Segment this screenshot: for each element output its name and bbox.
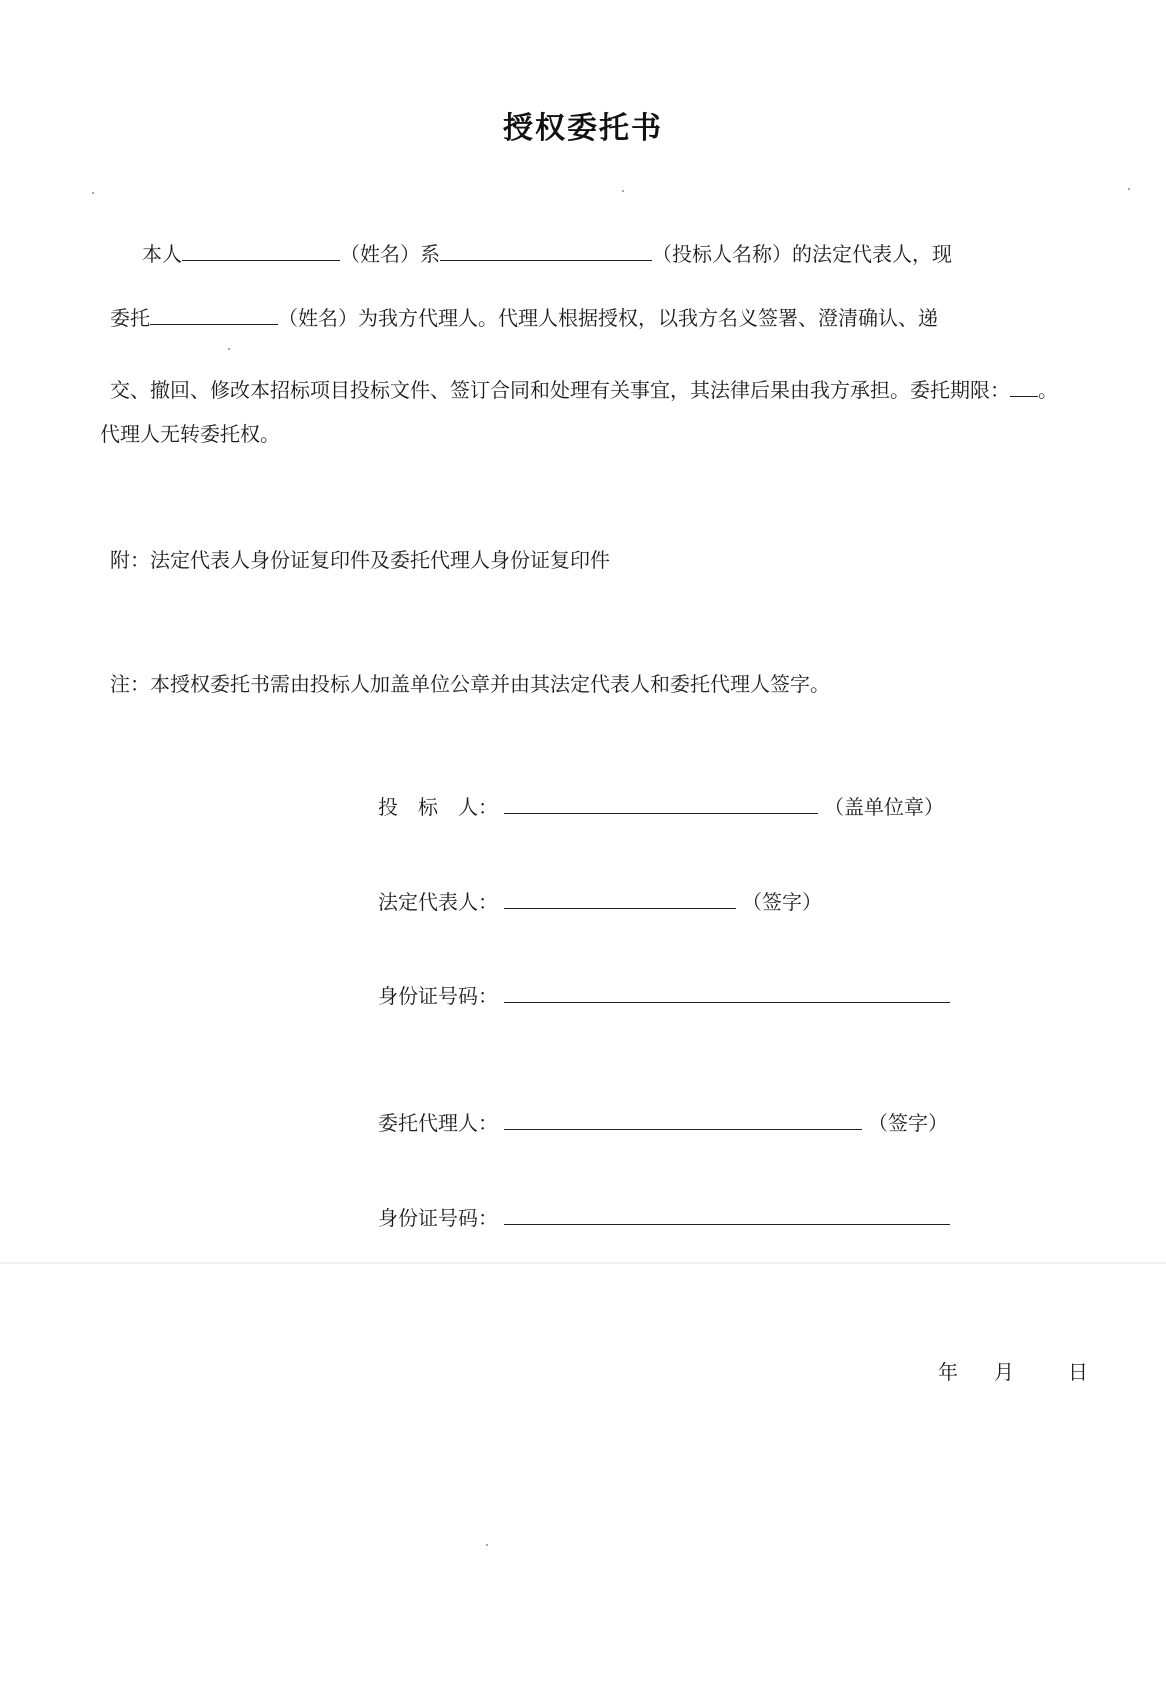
agent-signature-line[interactable] (504, 1109, 862, 1130)
id-label-1: 身份证号码： (378, 984, 498, 1008)
id-row-2 (378, 1204, 956, 1232)
attachment-line: 附：法定代表人身份证复印件及委托代理人身份证复印件 (110, 548, 610, 572)
bidder-name-blank[interactable] (440, 240, 652, 261)
text-agent-authority: （姓名）为我方代理人。代理人根据授权，以我方名义签署、澄清确认、递 (278, 306, 938, 330)
text-name-system: （姓名）系 (340, 242, 440, 266)
document-title: 授权委托书 (503, 111, 663, 146)
term-blank[interactable] (1010, 376, 1038, 397)
agent-row (378, 1109, 948, 1137)
bidder-row (378, 793, 944, 821)
bidder-seal-note: （盖单位章） (824, 795, 944, 819)
agent-sign-note: （签字） (868, 1111, 948, 1135)
legal-rep-row (378, 888, 822, 916)
text-benren: 本人 (142, 242, 182, 266)
legal-rep-sign-note: （签字） (742, 890, 822, 914)
text-scope: 交、撤回、修改本招标项目投标文件、签订合同和处理有关事宜，其法律后果由我方承担。委托期限： (110, 378, 1010, 402)
date-month: 月 (994, 1360, 1014, 1384)
legal-rep-label: 法定代表人： (378, 890, 498, 914)
text-period-end: 。 (1038, 378, 1058, 402)
text-legal-rep: （投标人名称）的法定代表人，现 (652, 242, 952, 266)
para-line-2 (110, 304, 938, 332)
scan-speck (228, 348, 230, 350)
text-no-subdelegation: 代理人无转委托权。 (100, 422, 280, 446)
scan-speck (1128, 188, 1130, 190)
para-line-1 (142, 240, 952, 268)
scan-artifact-line (0, 1262, 1166, 1264)
para-line-4 (100, 420, 280, 448)
text-weituo: 委托 (110, 306, 150, 330)
id-label-2: 身份证号码： (378, 1206, 498, 1230)
name-blank[interactable] (182, 240, 340, 261)
legal-rep-signature-line[interactable] (504, 888, 736, 909)
id-number-line-2[interactable] (504, 1204, 950, 1225)
date-day: 日 (1068, 1360, 1088, 1384)
scan-speck (622, 190, 624, 192)
scan-speck (92, 192, 94, 194)
agent-label: 委托代理人： (378, 1111, 498, 1135)
note-line: 注：本授权委托书需由投标人加盖单位公章并由其法定代表人和委托代理人签字。 (110, 672, 830, 696)
para-line-3 (110, 376, 1058, 404)
scan-speck (486, 1544, 488, 1546)
id-row-1 (378, 982, 956, 1010)
date-row (938, 1358, 1088, 1386)
id-number-line-1[interactable] (504, 982, 950, 1003)
bidder-label: 投 标 人： (378, 795, 498, 819)
date-year: 年 (938, 1360, 958, 1384)
bidder-signature-line[interactable] (504, 793, 818, 814)
agent-name-blank[interactable] (150, 304, 278, 325)
